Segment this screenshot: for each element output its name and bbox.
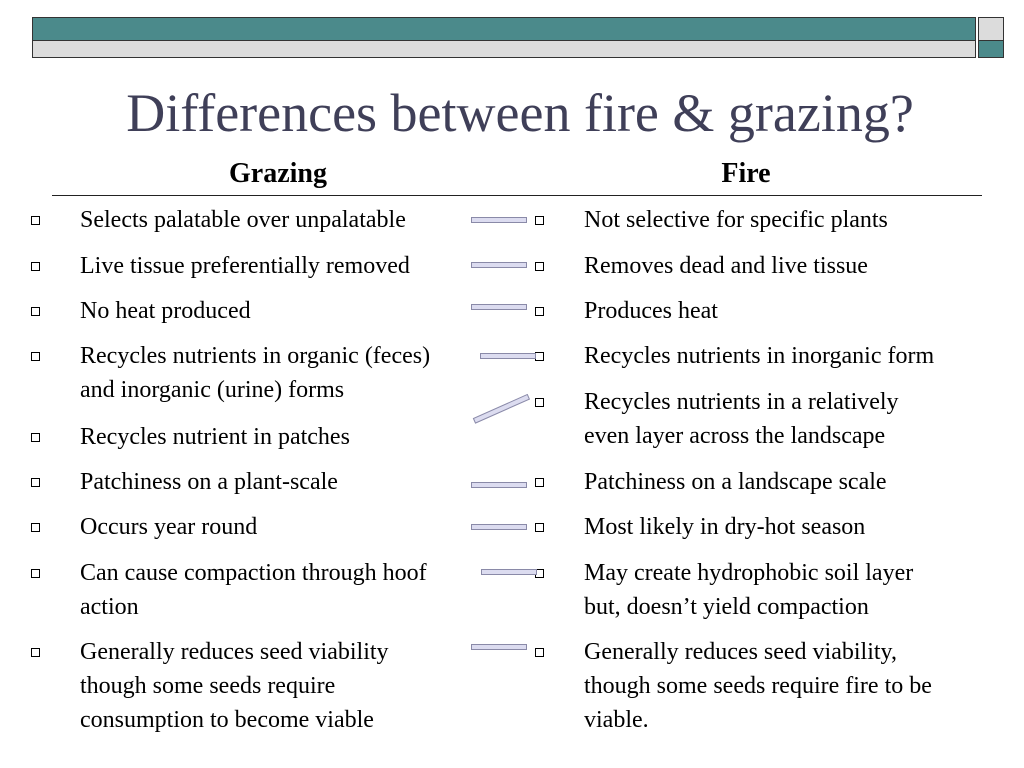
grazing-item: Live tissue preferentially removed: [80, 253, 410, 279]
fire-item: Recycles nutrients in a relatively even layer across the landscape: [584, 389, 899, 449]
bullet-icon: [535, 352, 544, 361]
fire-item: Patchiness on a landscape scale: [584, 469, 887, 495]
connector-bar: [471, 304, 527, 310]
grazing-item: Occurs year round: [80, 514, 258, 540]
grazing-item: Recycles nutrient in patches: [80, 424, 350, 450]
header-band-bottom: [32, 40, 976, 58]
connector-bar: [471, 217, 527, 223]
header-band-top: [32, 17, 976, 41]
connector-bar: [471, 524, 527, 530]
fire-item: Generally reduces seed viability, though some seeds require fire to be viable.: [584, 639, 932, 733]
header-square-top: [978, 17, 1004, 41]
grazing-item: Recycles nutrients in organic (feces) and inorganic (urine) forms: [80, 343, 431, 403]
header-square-bottom: [978, 40, 1004, 58]
fire-item: Not selective for specific plants: [584, 207, 888, 233]
bullet-icon: [31, 478, 40, 487]
grazing-item: Selects palatable over unpalatable: [80, 207, 406, 233]
fire-item: May create hydrophobic soil layer but, doesn’t yield compaction: [584, 560, 914, 620]
connector-bar: [471, 644, 527, 650]
bullet-icon: [31, 352, 40, 361]
bullet-icon: [31, 307, 40, 316]
bullet-icon: [535, 648, 544, 657]
connector-bar: [471, 262, 527, 268]
bullet-icon: [31, 216, 40, 225]
grazing-item: Generally reduces seed viability though some seeds require consumption to become viable: [80, 639, 389, 733]
bullet-icon: [535, 398, 544, 407]
fire-item: Most likely in dry-hot season: [584, 514, 866, 540]
connector-bar: [471, 482, 527, 488]
fire-item: Recycles nutrients in inorganic form: [584, 343, 935, 369]
bullet-icon: [31, 262, 40, 271]
bullet-icon: [31, 648, 40, 657]
bullet-icon: [535, 523, 544, 532]
connector-bar: [473, 394, 530, 424]
grazing-item: Can cause compaction through hoof action: [80, 560, 427, 620]
grazing-item: No heat produced: [80, 298, 251, 324]
bullet-icon: [31, 523, 40, 532]
bullet-icon: [535, 307, 544, 316]
header-rule: [52, 195, 982, 196]
connector-bar: [480, 353, 536, 359]
connector-bar: [481, 569, 537, 575]
grazing-item: Patchiness on a plant-scale: [80, 469, 338, 495]
bullet-icon: [31, 569, 40, 578]
bullet-icon: [535, 262, 544, 271]
fire-item: Removes dead and live tissue: [584, 253, 868, 279]
slide-title: Differences between fire & grazing?: [126, 83, 914, 143]
fire-column-heading: Fire: [721, 158, 771, 189]
bullet-icon: [31, 433, 40, 442]
bullet-icon: [535, 216, 544, 225]
bullet-icon: [535, 478, 544, 487]
grazing-column-heading: Grazing: [229, 158, 327, 189]
fire-item: Produces heat: [584, 298, 718, 324]
